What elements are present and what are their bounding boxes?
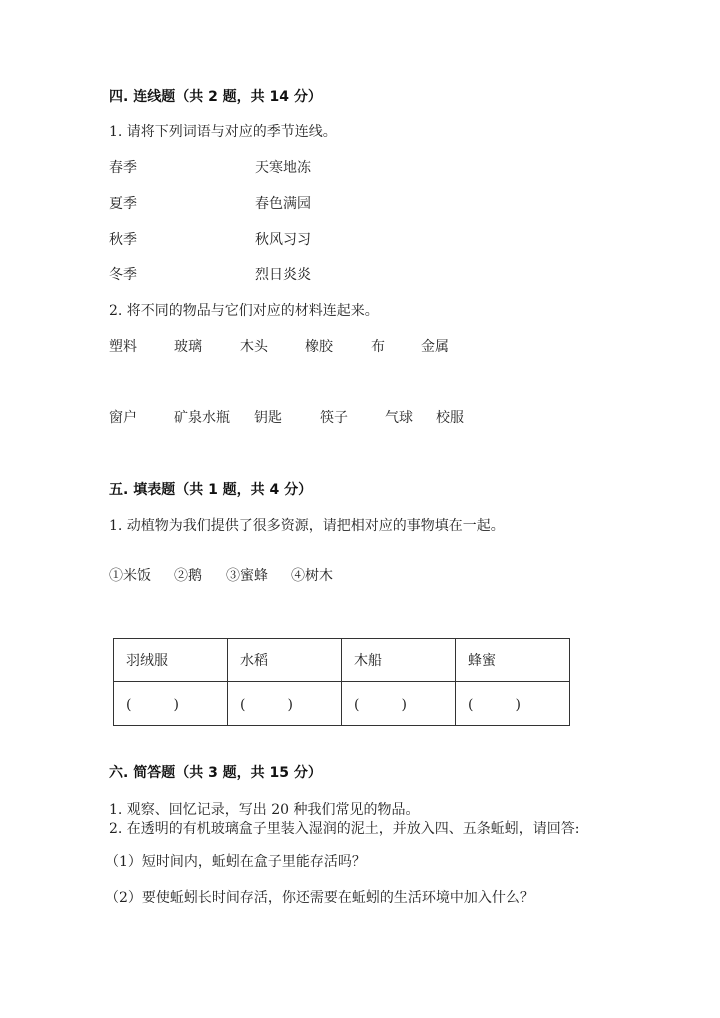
material-item: 木头 bbox=[240, 339, 268, 355]
question-6-1: 1. 观察、回忆记录，写出 20 种我们常见的物品。 bbox=[109, 802, 420, 818]
material-item: 塑料 bbox=[109, 339, 137, 355]
fill-table bbox=[113, 638, 570, 726]
option-item: ④树木 bbox=[291, 568, 333, 584]
sub-question-1: （1）短时间内，蚯蚓在盒子里能存活吗？ bbox=[105, 854, 366, 870]
material-item: 橡胶 bbox=[305, 339, 333, 355]
season-item: 夏季 bbox=[109, 196, 137, 212]
sub-question-2: （2）要使蚯蚓长时间存活，你还需要在蚯蚓的生活环境中加入什么？ bbox=[105, 890, 534, 906]
question-6-2: 2. 在透明的有机玻璃盒子里装入湿润的泥土，并放入四、五条蚯蚓，请回答: bbox=[109, 821, 580, 837]
material-item: 布 bbox=[371, 339, 385, 355]
question-5-1: 1. 动植物为我们提供了很多资源，请把相对应的事物填在一起。 bbox=[109, 518, 505, 534]
section-5-title: 五. 填表题（共 1 题，共 4 分） bbox=[109, 482, 313, 498]
question-4-1: 1. 请将下列词语与对应的季节连线。 bbox=[109, 124, 337, 140]
phrase-item: 秋风习习 bbox=[255, 232, 311, 248]
option-item: ③蜜蜂 bbox=[226, 568, 268, 584]
object-item: 校服 bbox=[436, 410, 464, 426]
answer-blank[interactable]: ( ) bbox=[456, 682, 570, 726]
table-header-cell: 木船 bbox=[342, 639, 456, 682]
answer-blank[interactable]: ( ) bbox=[228, 682, 342, 726]
phrase-item: 烈日炎炎 bbox=[255, 267, 311, 283]
question-4-2: 2. 将不同的物品与它们对应的材料连起来。 bbox=[109, 303, 379, 319]
object-item: 矿泉水瓶 bbox=[174, 410, 230, 426]
object-item: 筷子 bbox=[320, 410, 348, 426]
answer-blank[interactable]: ( ) bbox=[342, 682, 456, 726]
option-item: ①米饭 bbox=[109, 568, 151, 584]
object-item: 钥匙 bbox=[254, 410, 282, 426]
phrase-item: 春色满园 bbox=[255, 196, 311, 212]
option-item: ②鹅 bbox=[174, 568, 202, 584]
table-header-cell: 蜂蜜 bbox=[456, 639, 570, 682]
season-item: 冬季 bbox=[109, 267, 137, 283]
material-item: 金属 bbox=[421, 339, 449, 355]
material-item: 玻璃 bbox=[174, 339, 202, 355]
table-header-cell: 羽绒服 bbox=[114, 639, 228, 682]
section-4-title: 四. 连线题（共 2 题，共 14 分） bbox=[109, 89, 322, 105]
answer-blank[interactable]: ( ) bbox=[114, 682, 228, 726]
section-6-title: 六. 简答题（共 3 题，共 15 分） bbox=[109, 765, 322, 781]
object-item: 气球 bbox=[385, 410, 413, 426]
phrase-item: 天寒地冻 bbox=[255, 160, 311, 176]
season-item: 秋季 bbox=[109, 232, 137, 248]
season-item: 春季 bbox=[109, 160, 137, 176]
table-header-cell: 水稻 bbox=[228, 639, 342, 682]
object-item: 窗户 bbox=[109, 410, 137, 426]
